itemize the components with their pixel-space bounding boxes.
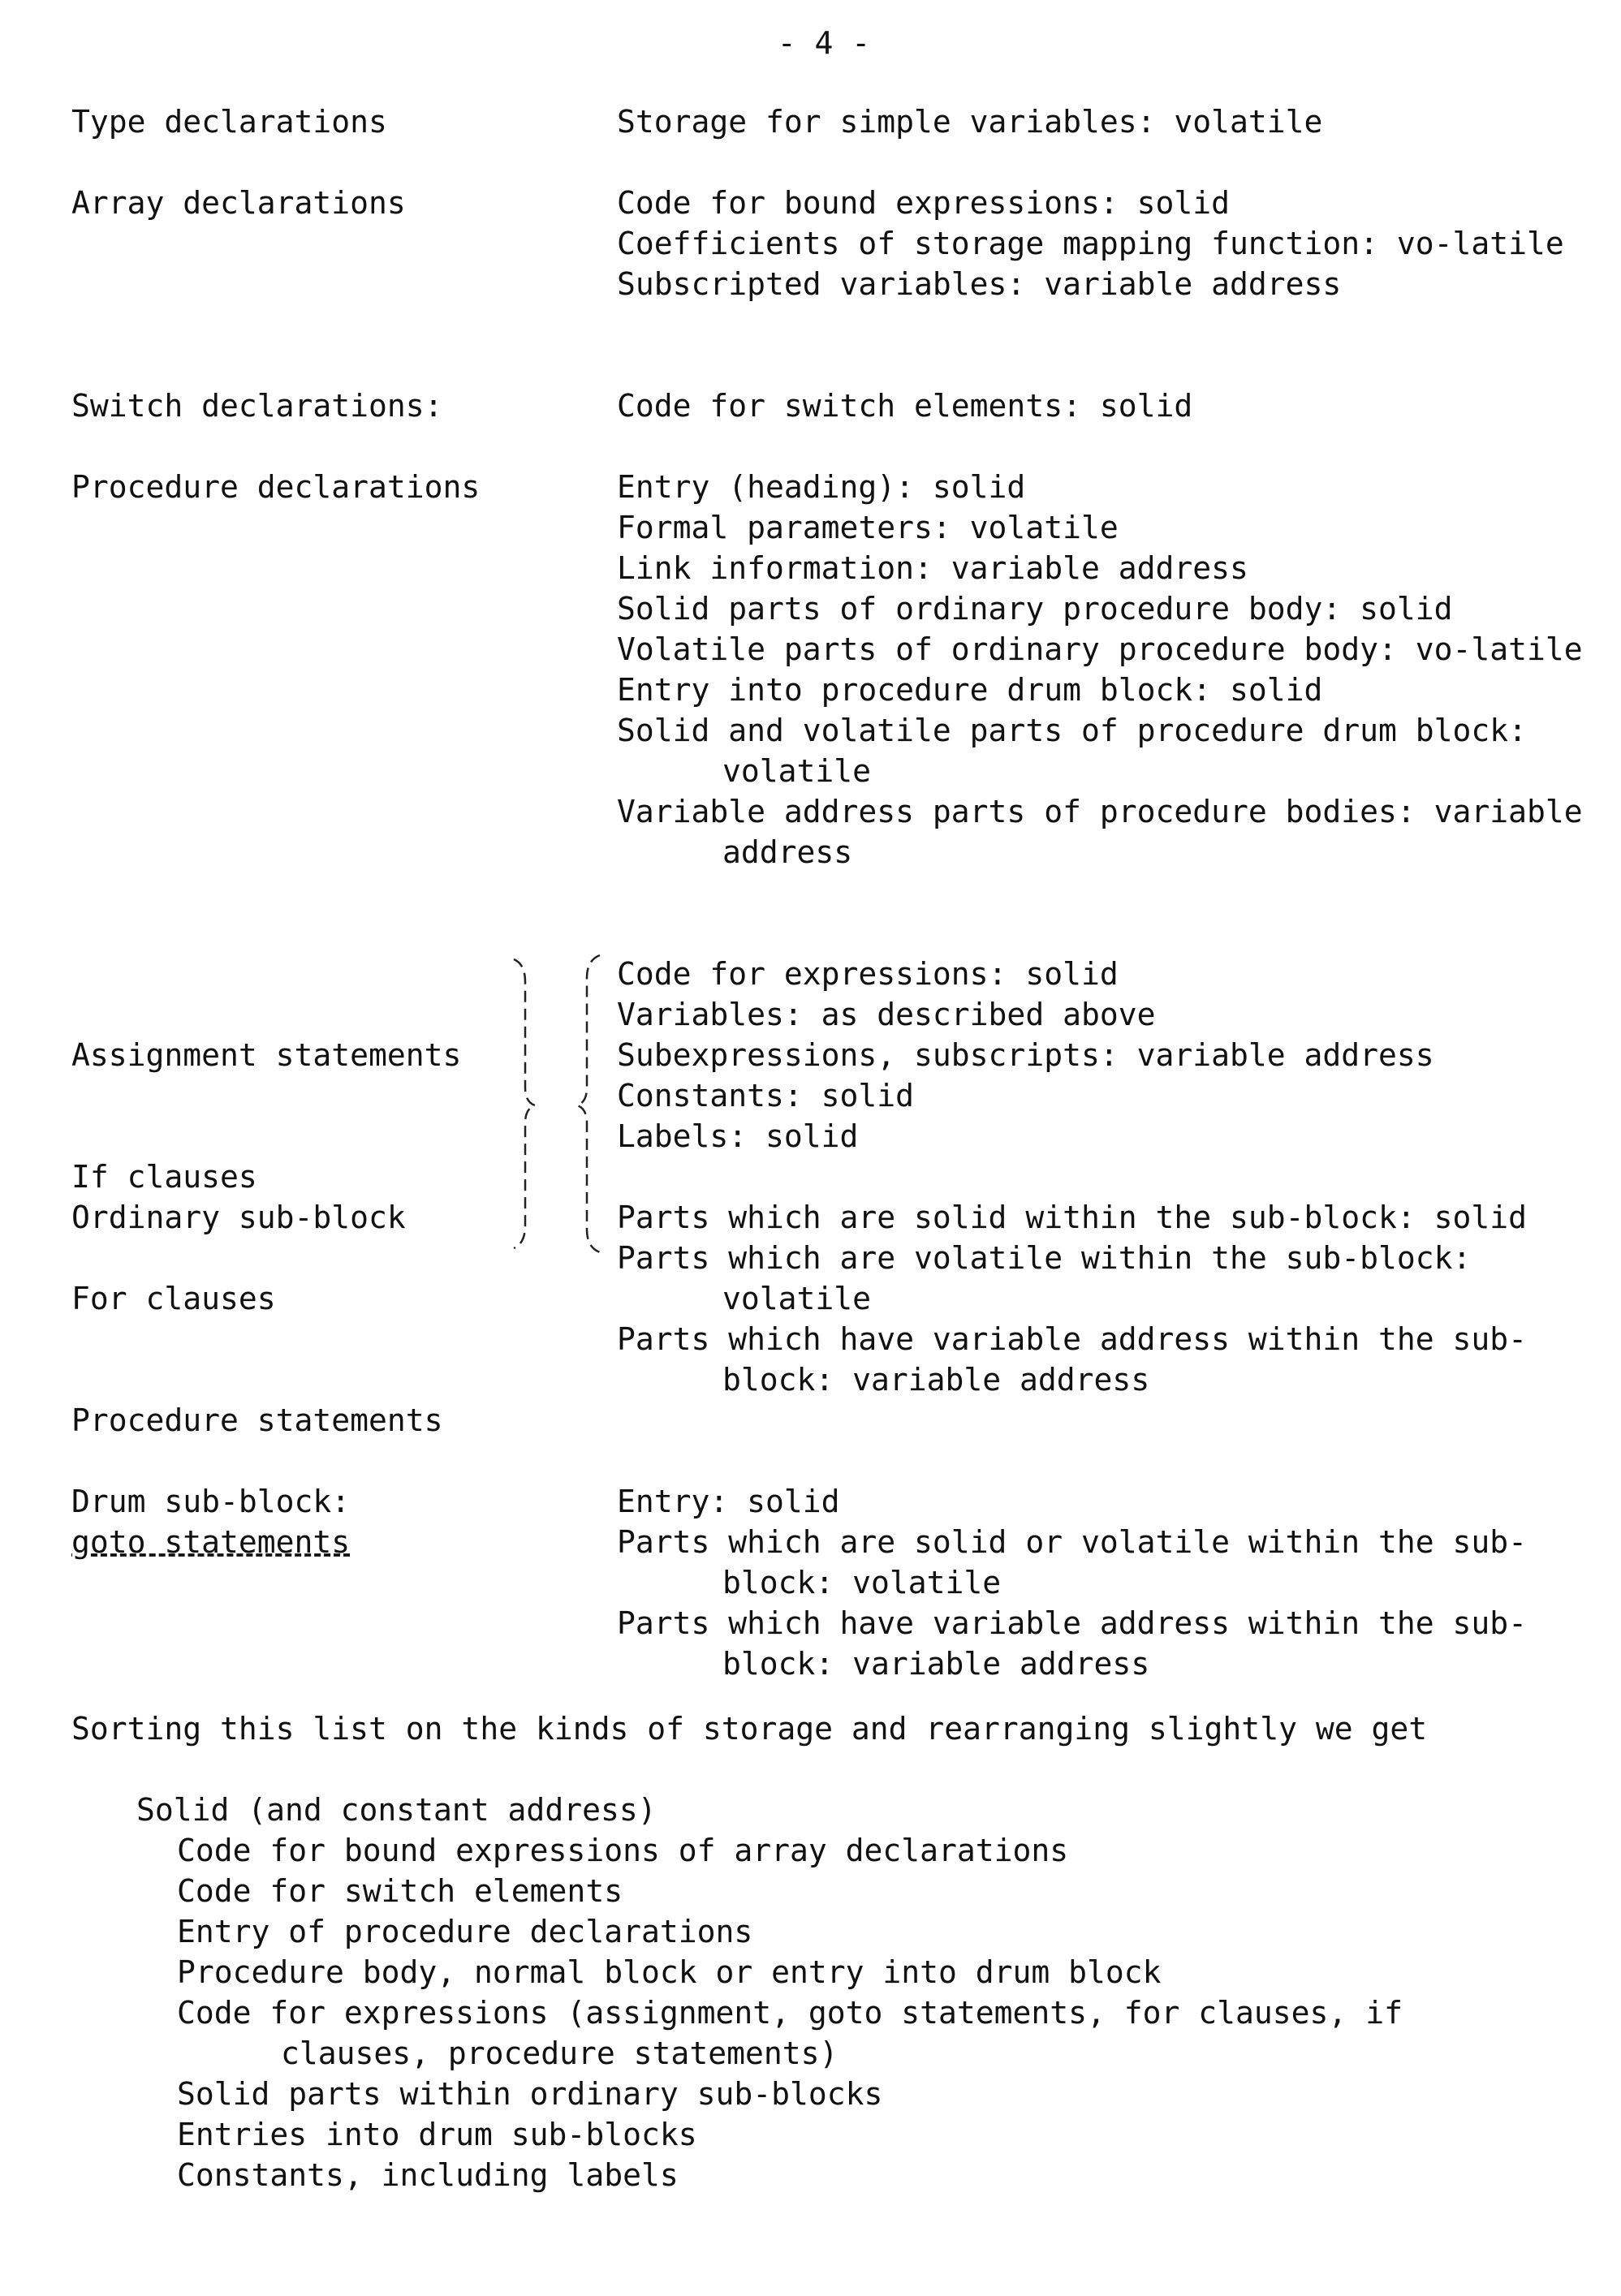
sorting-sentence: Sorting this list on the kinds of storage and rearranging slightly we get (71, 1711, 1428, 1747)
description-line: Coefficients of storage mapping function: vo-latile (617, 226, 1564, 261)
summary-heading: Solid (and constant address) (136, 1792, 657, 1828)
description-line: Volatile parts of ordinary procedure body: vo-latile (617, 631, 1583, 667)
description-line: Storage for simple variables: volatile (617, 104, 1323, 140)
summary-item: Solid parts within ordinary sub-blocks (177, 2076, 883, 2112)
description-line: Code for switch elements: solid (617, 388, 1193, 424)
statement-label: For clauses (71, 1281, 276, 1316)
summary-item: Entries into drum sub-blocks (177, 2117, 697, 2152)
statement-label-goto: goto statements (71, 1524, 351, 1560)
row-label: Type declarations (71, 104, 387, 140)
description-line: Parts which are solid or volatile within the sub-block: volatile (617, 1524, 1528, 1600)
statement-label: If clauses (71, 1159, 257, 1195)
summary-item: Code for switch elements (177, 1873, 623, 1909)
left-brace-icon (507, 958, 540, 1250)
description-line: Parts which are volatile within the sub-block: volatile (617, 1240, 1472, 1316)
statement-label: Procedure statements (71, 1402, 443, 1438)
row-description (617, 1197, 1591, 1400)
summary-item-continuation: clauses, procedure statements) (281, 2035, 839, 2071)
description-line: Parts which have variable address within the sub-block: variable address (617, 1605, 1528, 1682)
summary-item: Constants, including labels (177, 2157, 679, 2193)
description-line: Solid parts of ordinary procedure body: solid (617, 591, 1453, 627)
description-line: Parts which are solid within the sub-block: solid (617, 1200, 1528, 1235)
row-label: Array declarations (71, 185, 406, 221)
statements-labels (71, 954, 461, 1643)
row-label: Ordinary sub-block (71, 1200, 406, 1235)
description-line: Entry into procedure drum block: solid (617, 672, 1323, 708)
description-line: Code for expressions: solid (617, 956, 1119, 992)
description-line: Constants: solid (617, 1078, 915, 1114)
description-line: Variables: as described above (617, 997, 1156, 1032)
statement-label: Assignment statements (71, 1037, 462, 1073)
description-line: Entry (heading): solid (617, 469, 1026, 505)
summary-list (136, 1790, 1403, 2195)
description-line: Subexpressions, subscripts: variable address (617, 1037, 1434, 1073)
right-brace-icon (572, 954, 605, 1254)
summary-item: Code for bound expressions of array declarations (177, 1833, 1069, 1868)
description-line: Subscripted variables: variable address (617, 266, 1342, 302)
statements-description (617, 954, 1591, 1157)
row-description (617, 183, 1591, 304)
row-description (617, 1481, 1591, 1684)
description-line: Entry: solid (617, 1484, 840, 1519)
row-label: Procedure declarations (71, 469, 481, 505)
summary-item-expressions: Code for expressions (assignment, goto statements, for clauses, if (177, 1995, 1403, 2031)
description-line: Formal parameters: volatile (617, 510, 1119, 545)
row-description (617, 467, 1591, 872)
description-line: Parts which have variable address within the sub-block: variable address (617, 1321, 1528, 1398)
description-line: Labels: solid (617, 1118, 859, 1154)
description-line: Solid and volatile parts of procedure drum block: volatile (617, 713, 1528, 789)
page-number: - 4 - (777, 25, 871, 61)
summary-item: Entry of procedure declarations (177, 1914, 753, 1949)
description-line: Link information: variable address (617, 550, 1248, 586)
description-line: Variable address parts of procedure bodies: variable address (617, 794, 1583, 870)
row-description (617, 101, 1591, 142)
row-label: Switch declarations: (71, 388, 443, 424)
description-line: Code for bound expressions: solid (617, 185, 1230, 221)
row-description (617, 386, 1591, 426)
row-label: Drum sub-block: (71, 1484, 351, 1519)
summary-item: Procedure body, normal block or entry into drum block (177, 1954, 1162, 1990)
